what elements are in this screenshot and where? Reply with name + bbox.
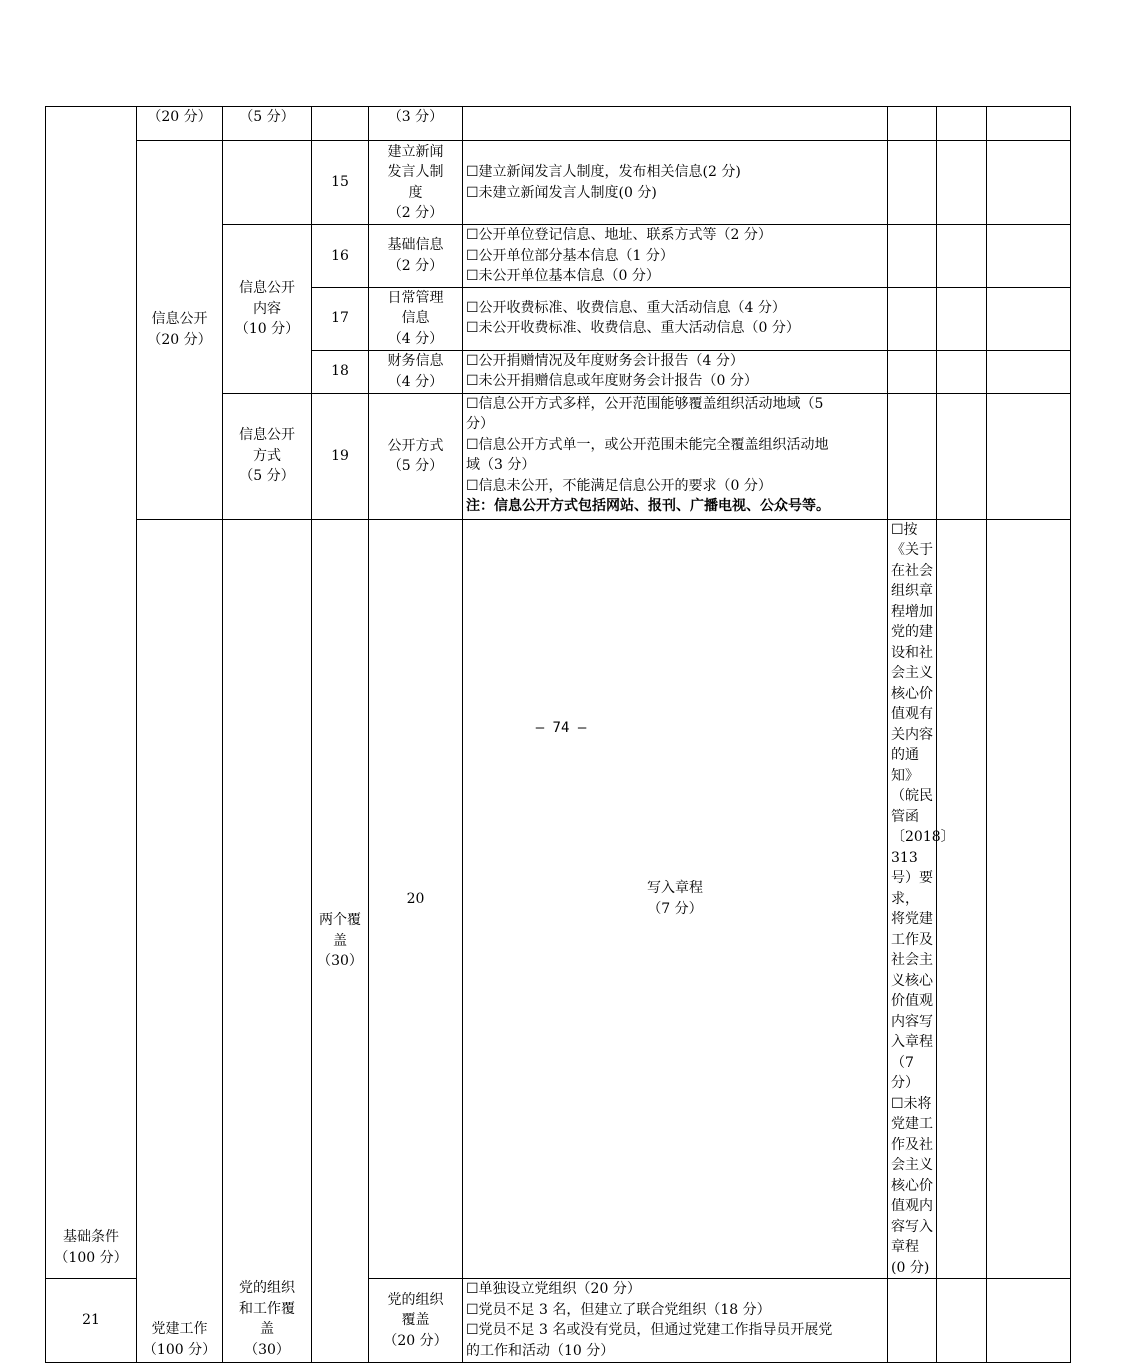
empty-cell <box>937 107 987 141</box>
number-cell: 18 <box>312 350 369 393</box>
criteria-cell: ☐公开捐赠情况及年度财务会计报告（4 分） ☐未公开捐赠信息或年度财务会计报告（0 分） <box>463 350 888 393</box>
number-cell: 16 <box>312 225 369 288</box>
criteria-note: 注：信息公开方式包括网站、报刊、广播电视、公众号等。 <box>466 498 830 514</box>
empty-cell <box>888 107 937 141</box>
criteria-cell: ☐信息公开方式多样，公开范围能够覆盖组织活动地域（5 分） ☐信息公开方式单一，或公开范围未能完全覆盖组织活动地 域（3 分） ☐信息未公开，不能满足信息公开的要求（0 分） 注：信息公开方式包括网站、报刊、广播电视、公众号等。 <box>463 393 888 519</box>
empty-cell <box>937 393 987 519</box>
empty-cell <box>937 1279 987 1363</box>
empty-cell <box>987 107 1071 141</box>
item-cell: 党的组织 覆盖 （20 分） <box>369 1279 463 1363</box>
number-cell <box>312 107 369 141</box>
subcategory-cell: 信息公开 （20 分） <box>137 141 223 520</box>
subcategory-cell: 党的组织 和工作覆 盖 （30） <box>223 519 312 1363</box>
empty-cell <box>937 141 987 225</box>
empty-cell <box>937 225 987 288</box>
empty-cell <box>937 350 987 393</box>
number-cell: 19 <box>312 393 369 519</box>
empty-cell <box>937 519 987 1279</box>
criteria-cell: ☐建立新闻发言人制度，发布相关信息(2 分) ☐未建立新闻发言人制度(0 分) <box>463 141 888 225</box>
empty-cell <box>987 350 1071 393</box>
empty-cell <box>888 393 937 519</box>
number-cell: 15 <box>312 141 369 225</box>
item-cell: 日常管理 信息 （4 分） <box>369 287 463 350</box>
empty-cell <box>888 287 937 350</box>
empty-cell <box>987 225 1071 288</box>
section-score-cell: （5 分） <box>223 107 312 141</box>
empty-cell <box>987 141 1071 225</box>
item-cell: 建立新闻 发言人制 度 （2 分） <box>369 141 463 225</box>
empty-cell <box>937 287 987 350</box>
section-cell: 信息公开 方式 （5 分） <box>223 393 312 519</box>
criteria-cell: ☐公开单位登记信息、地址、联系方式等（2 分） ☐公开单位部分基本信息（1 分） ☐未公开单位基本信息（0 分） <box>463 225 888 288</box>
criteria-cell: ☐按《关于在社会组织章程增加党的建设和社会主义核心价 值观有关内容的通知》（皖民管函〔2018〕313 号）要求， 将党建工作及社会主义核心价值观内容写入章程（7 分） ☐未将党建工作及社会主义核心价值观内容写入章程(0 分) <box>888 519 937 1279</box>
category-cell: 基础条件 （100 分） <box>46 107 137 1279</box>
section-cell: 信息公开 内容 （10 分） <box>223 225 312 394</box>
empty-cell <box>888 350 937 393</box>
number-cell: 17 <box>312 287 369 350</box>
empty-cell <box>888 225 937 288</box>
empty-cell <box>888 1279 937 1363</box>
section-cell: 两个覆盖 （30） <box>312 519 369 1363</box>
empty-cell <box>987 519 1071 1279</box>
section-cell <box>223 141 312 225</box>
item-score-cell: （3 分） <box>369 107 463 141</box>
table-row <box>46 519 1071 1279</box>
empty-cell <box>987 393 1071 519</box>
criteria-cell <box>463 107 888 141</box>
table-row <box>46 141 1071 225</box>
item-cell: 写入章程 （7 分） <box>463 519 888 1279</box>
category-cell: 党建工作 （100 分） <box>137 519 223 1363</box>
criteria-cell: ☐公开收费标准、收费信息、重大活动信息（4 分） ☐未公开收费标准、收费信息、重大活动信息（0 分） <box>463 287 888 350</box>
page-number: – 74 – <box>535 720 587 736</box>
table-row <box>46 107 1071 141</box>
empty-cell <box>987 287 1071 350</box>
empty-cell <box>888 141 937 225</box>
item-cell: 财务信息 （4 分） <box>369 350 463 393</box>
empty-cell <box>987 1279 1071 1363</box>
subcategory-score-cell: （20 分） <box>137 107 223 141</box>
item-cell: 基础信息 （2 分） <box>369 225 463 288</box>
criteria-cell: ☐单独设立党组织（20 分） ☐党员不足 3 名，但建立了联合党组织（18 分） ☐党员不足 3 名或没有党员，但通过党建工作指导员开展党 的工作和活动（10 分） <box>463 1279 888 1363</box>
item-cell: 公开方式 （5 分） <box>369 393 463 519</box>
number-cell: 21 <box>46 1279 137 1363</box>
number-cell: 20 <box>369 519 463 1279</box>
